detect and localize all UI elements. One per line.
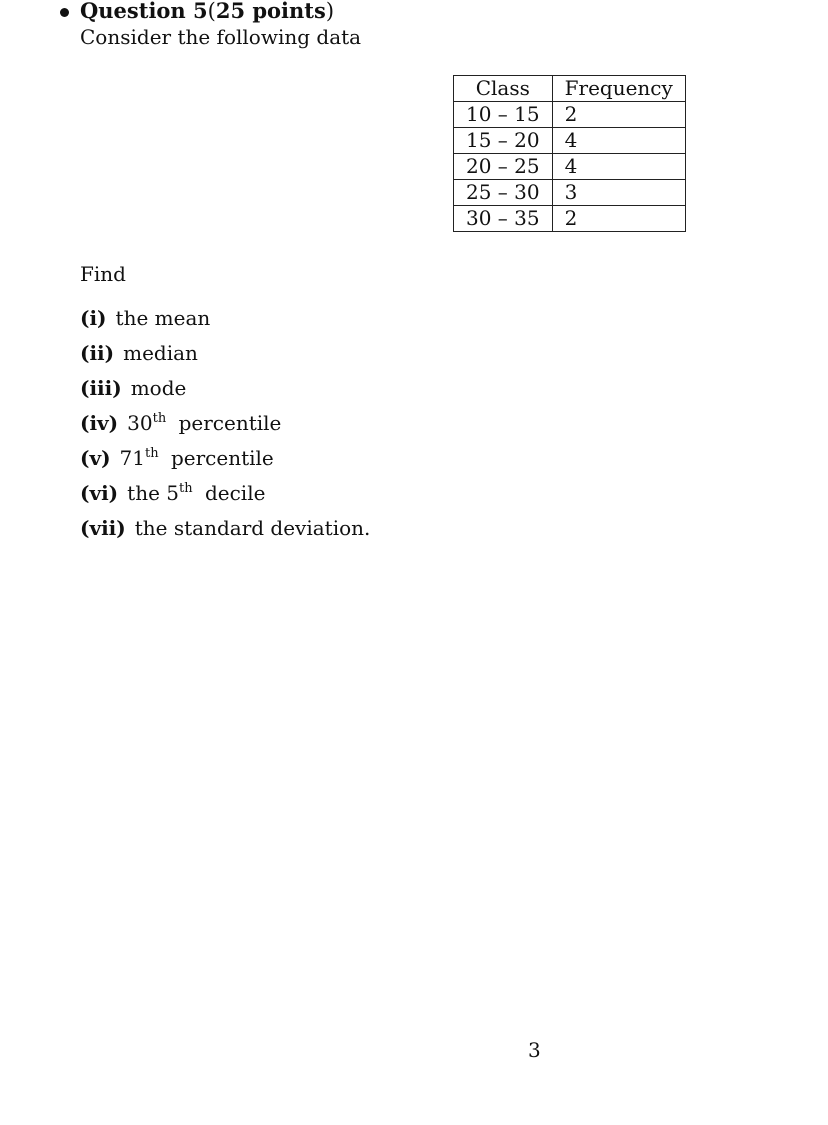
table-row bbox=[454, 128, 686, 154]
frequency-cell: 3 bbox=[552, 180, 685, 206]
bullet-icon bbox=[60, 8, 69, 17]
part-text-after: percentile bbox=[178, 411, 282, 435]
points-close-paren: ) bbox=[325, 0, 335, 23]
part-number: (i) bbox=[80, 306, 107, 330]
part-text: the mean bbox=[115, 306, 211, 330]
frequency-cell: 2 bbox=[552, 102, 685, 128]
table-row bbox=[454, 206, 686, 232]
part-text: median bbox=[123, 341, 198, 365]
page-number: 3 bbox=[528, 1038, 541, 1062]
table-row bbox=[454, 180, 686, 206]
table-row bbox=[454, 102, 686, 128]
question-title bbox=[80, 0, 334, 25]
frequency-table bbox=[453, 75, 686, 232]
part-text: the 5 bbox=[127, 481, 179, 505]
part-number: (iii) bbox=[80, 376, 122, 400]
list-item bbox=[80, 340, 370, 375]
table-row bbox=[454, 154, 686, 180]
frequency-cell: 2 bbox=[552, 206, 685, 232]
question-points: 25 points bbox=[215, 0, 326, 23]
part-text-after: percentile bbox=[170, 446, 274, 470]
class-cell: 20 – 25 bbox=[454, 154, 553, 180]
list-item bbox=[80, 480, 370, 515]
class-cell: 30 – 35 bbox=[454, 206, 553, 232]
part-text: mode bbox=[130, 376, 187, 400]
list-item bbox=[80, 305, 370, 340]
ordinal-suffix: th bbox=[152, 411, 167, 426]
question-heading: Question 5 bbox=[80, 0, 208, 23]
points-open-paren: ( bbox=[207, 0, 216, 23]
list-item bbox=[80, 410, 370, 445]
part-number: (vi) bbox=[80, 481, 119, 505]
list-item bbox=[80, 445, 370, 480]
find-label: Find bbox=[80, 262, 126, 286]
class-cell: 15 – 20 bbox=[454, 128, 553, 154]
class-cell: 10 – 15 bbox=[454, 102, 553, 128]
part-text-after: decile bbox=[204, 481, 266, 505]
part-text: the standard deviation. bbox=[134, 516, 371, 540]
ordinal-suffix: th bbox=[145, 446, 159, 461]
column-header-frequency: Frequency bbox=[552, 76, 685, 102]
part-text: 71 bbox=[119, 446, 145, 470]
column-header-class: Class bbox=[454, 76, 553, 102]
ordinal-suffix: th bbox=[179, 481, 193, 496]
list-item bbox=[80, 375, 370, 410]
question-intro: Consider the following data bbox=[80, 25, 362, 49]
frequency-cell: 4 bbox=[552, 128, 685, 154]
part-text: 30 bbox=[127, 411, 153, 435]
part-number: (iv) bbox=[80, 411, 119, 435]
parts-list bbox=[80, 305, 370, 550]
part-number: (vii) bbox=[80, 516, 126, 540]
part-number: (ii) bbox=[80, 341, 115, 365]
table-header-row bbox=[454, 76, 686, 102]
frequency-cell: 4 bbox=[552, 154, 685, 180]
list-item bbox=[80, 515, 370, 550]
part-number: (v) bbox=[80, 446, 111, 470]
class-cell: 25 – 30 bbox=[454, 180, 553, 206]
